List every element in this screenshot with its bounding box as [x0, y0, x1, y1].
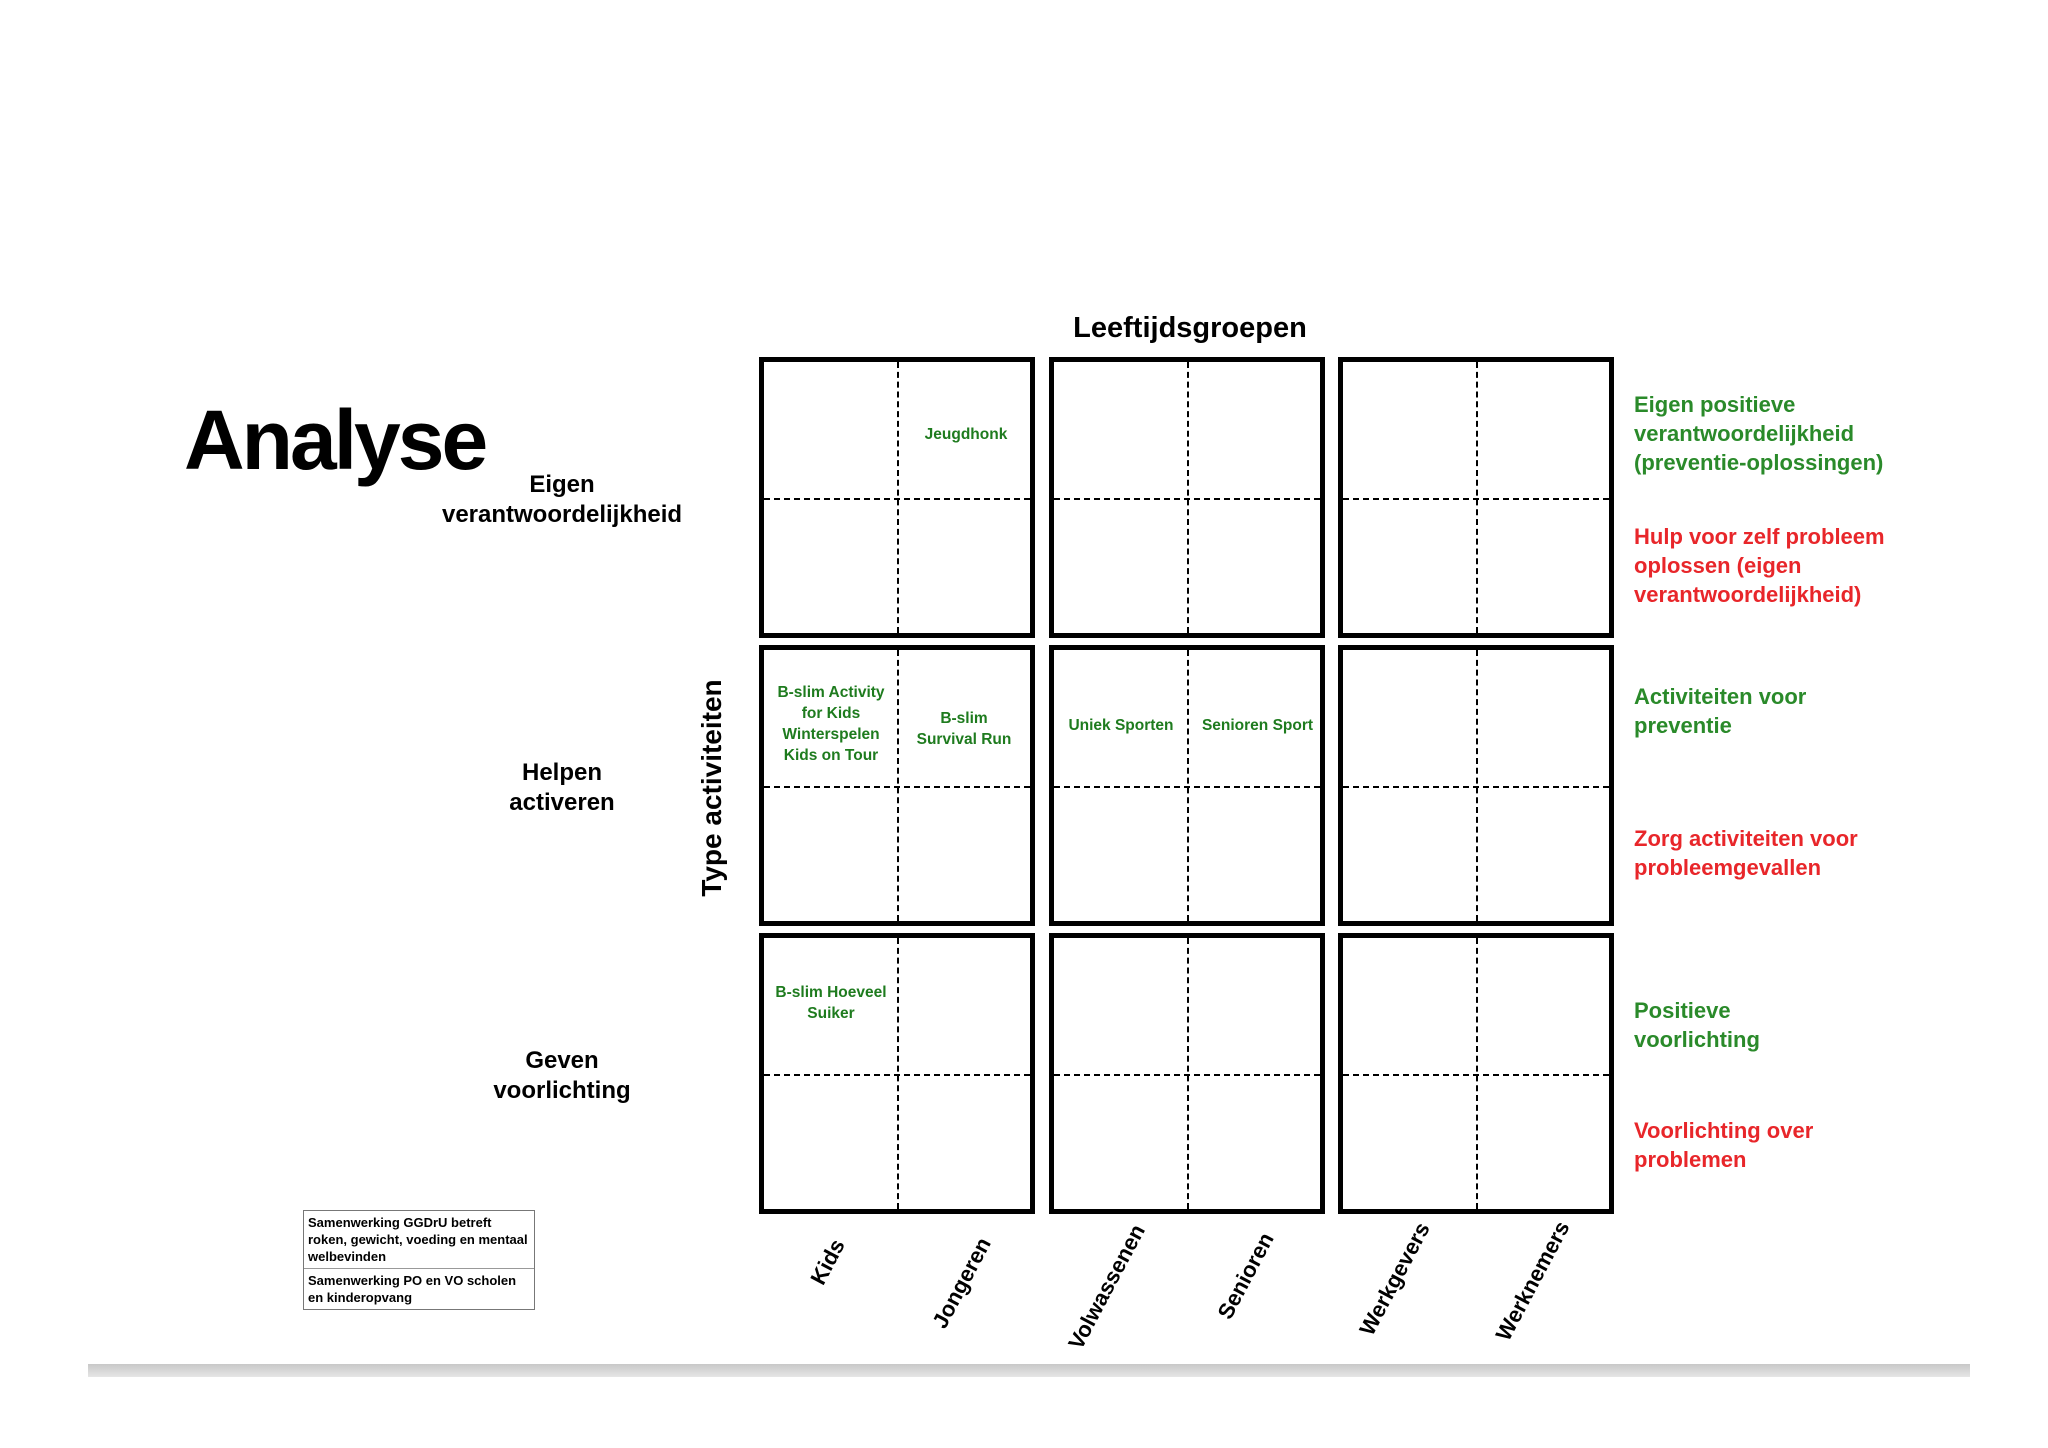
cell-helpen-senioren: Senioren Sport: [1201, 717, 1314, 734]
row-label-geven-text: Geven voorlichting: [493, 1047, 631, 1104]
block-helpen-kids-jongeren: [759, 645, 1035, 926]
right-label-positive-info: Positieve voorlichting: [1634, 998, 1760, 1052]
block-eigen-kids-jongeren: [759, 357, 1035, 638]
divider-horizontal: [764, 786, 1030, 788]
cell-helpen-kids: B-slim Activity for Kids Winterspelen Kids on Tour: [777, 684, 885, 764]
cell-geven-kids: B-slim Hoeveel Suiker: [775, 984, 887, 1022]
block-helpen-werkgevers-werknemers: [1338, 645, 1614, 926]
row-label-helpen-text: Helpen activeren: [509, 759, 615, 816]
divider-horizontal: [1343, 786, 1609, 788]
block-geven-volwassenen-senioren: [1049, 933, 1325, 1214]
row-label-eigen-text: Eigen verantwoordelijkheid: [441, 471, 683, 528]
column-label-werknemers: Werknemers: [1490, 1216, 1575, 1345]
right-label-help-self: Hulp voor zelf probleem oplossen (eigen verantwoordelijkheid): [1634, 524, 1885, 607]
divider-horizontal: [764, 498, 1030, 500]
divider-horizontal: [764, 1074, 1030, 1076]
cell-eigen-jongeren: Jeugdhonk: [924, 426, 1008, 443]
row-label-helpen: [382, 758, 742, 818]
block-eigen-werkgevers-werknemers: [1338, 357, 1614, 638]
bottom-shadow-bar: [88, 1364, 1970, 1377]
legend-item-ggdru: Samenwerking GGDrU betreft roken, gewicht, voeding en mentaal welbevinden: [308, 1215, 528, 1264]
block-geven-kids-jongeren: [759, 933, 1035, 1214]
legend: [303, 1210, 535, 1310]
column-label-volwassenen: Volwassenen: [1063, 1220, 1150, 1354]
column-label-senioren: Senioren: [1212, 1228, 1279, 1324]
cell-helpen-jongeren: B-slim Survival Run: [916, 710, 1012, 748]
right-label-care-activities: Zorg activiteiten voor probleemgevallen: [1634, 826, 1858, 880]
row-axis-heading: Type activiteiten: [696, 679, 727, 897]
column-heading: Leeftijdsgroepen: [1073, 312, 1307, 344]
row-label-geven: [382, 1046, 742, 1106]
right-label-problem-info: Voorlichting over problemen: [1634, 1118, 1814, 1172]
column-label-jongeren: Jongeren: [927, 1233, 996, 1333]
block-geven-werkgevers-werknemers: [1338, 933, 1614, 1214]
cell-helpen-volwassenen: Uniek Sporten: [1068, 717, 1174, 734]
divider-horizontal: [1054, 786, 1320, 788]
divider-horizontal: [1054, 498, 1320, 500]
right-label-positive-responsibility: Eigen positieve verantwoordelijkheid (preventie-oplossingen): [1634, 392, 1884, 475]
block-helpen-volwassenen-senioren: [1049, 645, 1325, 926]
column-label-kids: Kids: [805, 1234, 850, 1289]
divider-horizontal: [1054, 1074, 1320, 1076]
row-label-eigen: [382, 470, 742, 530]
divider-horizontal: [1343, 498, 1609, 500]
legend-item-po-vo: Samenwerking PO en VO scholen en kinderopvang: [304, 1268, 534, 1309]
column-label-werkgevers: Werkgevers: [1354, 1218, 1435, 1340]
right-label-prevention-activities: Activiteiten voor preventie: [1634, 684, 1807, 738]
page-title: Analyse: [184, 393, 486, 487]
divider-horizontal: [1343, 1074, 1609, 1076]
block-eigen-volwassenen-senioren: [1049, 357, 1325, 638]
